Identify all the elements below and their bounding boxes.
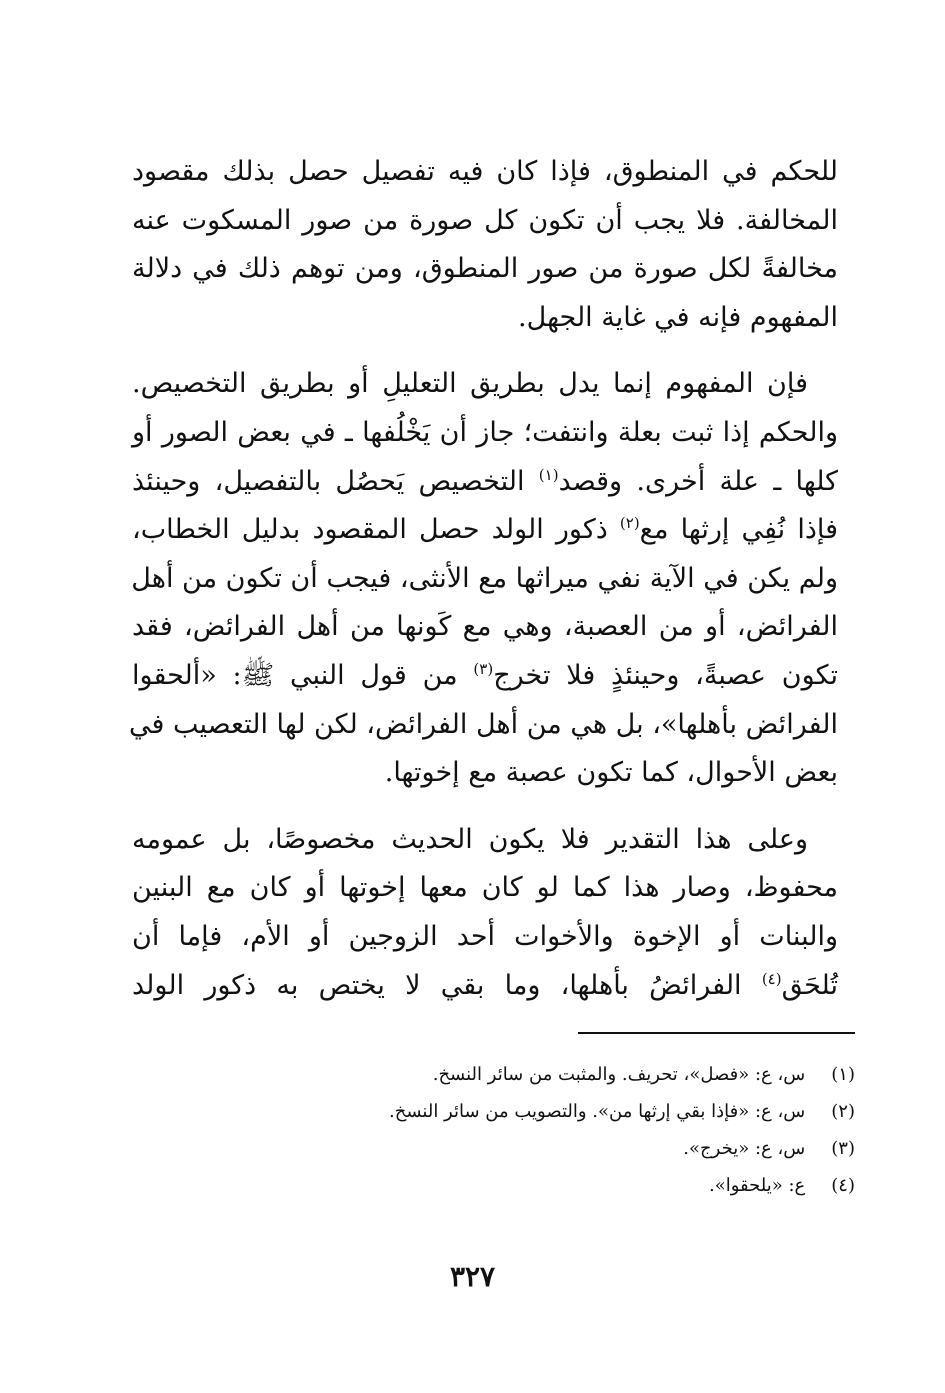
paragraph-2: [128, 360, 838, 797]
paragraph-3: [132, 816, 838, 1010]
text-line: المخالفة. فلا يجب أن تكون كل صورة من صور المسكوت عنه: [132, 204, 838, 236]
text-segment: من قول النبي ﷺ: «ألحقوا: [132, 659, 474, 691]
text-line: فإن المفهوم إنما يدل بطريق التعليلِ أو بطريق التخصيص.: [132, 368, 808, 400]
text-line: للحكم في المنطوق، فإذا كان فيه تفصيل حصل بذلك مقصود: [132, 156, 838, 187]
text-line: [132, 652, 838, 701]
footnote-ref-1: (١): [538, 465, 559, 484]
footnote-text: س، ع: «يخرج».: [683, 1138, 806, 1159]
text-line: [132, 506, 838, 555]
footnote-ref-4: (٤): [761, 969, 782, 988]
text-segment: الفرائضُ بأهلها، وما بقي لا يختص به ذكور الولد: [132, 969, 762, 1001]
text-segment: التخصيص يَحصُل بالتفصيل، وحينئذ: [132, 465, 539, 497]
text-line: بعض الأحوال، كما تكون عصبة مع إخوتها.: [384, 757, 838, 789]
footnote-text: س، ع: «فإذا بقي إرثها من». والتصويب من سائر النسخ.: [389, 1101, 806, 1122]
text-line: مخالفةً لكل صورة من صور المنطوق، ومن توهم ذلك في دلالة: [132, 253, 838, 285]
text-line: ولم يكن في الآية نفي ميراثها مع الأنثى، فيجب أن تكون من أهل: [131, 562, 838, 594]
footnote-ref-2: (٢): [619, 514, 640, 533]
text-segment: ذكور الولد حصل المقصود بدليل الخطاب،: [132, 514, 620, 546]
footnote-text: ع: «يلحقوا».: [708, 1175, 806, 1196]
text-line: المفهوم فإنه في غاية الجهل.: [518, 301, 838, 333]
text-segment: تُلحَق: [781, 969, 838, 1001]
text-line: [132, 962, 838, 1011]
footnote-4: [250, 1167, 855, 1204]
text-line: والبنات أو الإخوة والأخوات أحد الزوجين أو الأم، فإما أن: [132, 920, 838, 952]
text-line: [132, 458, 838, 507]
footnote-number: (١): [831, 1064, 855, 1085]
footnote-ref-3: (٣): [473, 659, 494, 678]
footnote-separator: [578, 1032, 855, 1034]
text-segment: تكون عصبةً، وحينئذٍ فلا تخرج: [493, 659, 838, 691]
text-line: الفرائض، أو من العصبة، وهي مع كَونها من أهل الفرائض، فقد: [132, 611, 838, 643]
footnote-number: (٣): [831, 1138, 855, 1159]
footnotes: [250, 1056, 855, 1204]
footnote-2: [250, 1093, 855, 1130]
text-line: وعلى هذا التقدير فلا يكون الحديث مخصوصًا، بل عمومه: [132, 823, 808, 855]
text-line: الفرائض بأهلها»، بل هي من أهل الفرائض، لكن لها التعصيب في: [128, 708, 838, 740]
main-text: [128, 148, 838, 1028]
footnote-number: (٢): [831, 1101, 855, 1122]
text-line: محفوظ، وصار هذا كما لو كان معها إخوتها أو كان مع البنين: [132, 872, 838, 904]
paragraph-1: [132, 148, 838, 342]
footnote-text: س، ع: «فصل»، تحريف. والمثبت من سائر النسخ.: [432, 1064, 806, 1085]
text-line: والحكم إذا ثبت بعلة وانتفت؛ جاز أن يَخْلُفها ـ في بعض الصور أو: [132, 416, 838, 448]
page-number: ٣٢٧: [449, 1260, 496, 1293]
text-segment: كلها ـ علة أخرى. وقصد: [558, 465, 838, 497]
footnote-3: [250, 1130, 855, 1167]
text-segment: فإذا نُفِي إرثها مع: [639, 514, 838, 546]
footnote-number: (٤): [831, 1175, 855, 1196]
footnote-1: [250, 1056, 855, 1093]
